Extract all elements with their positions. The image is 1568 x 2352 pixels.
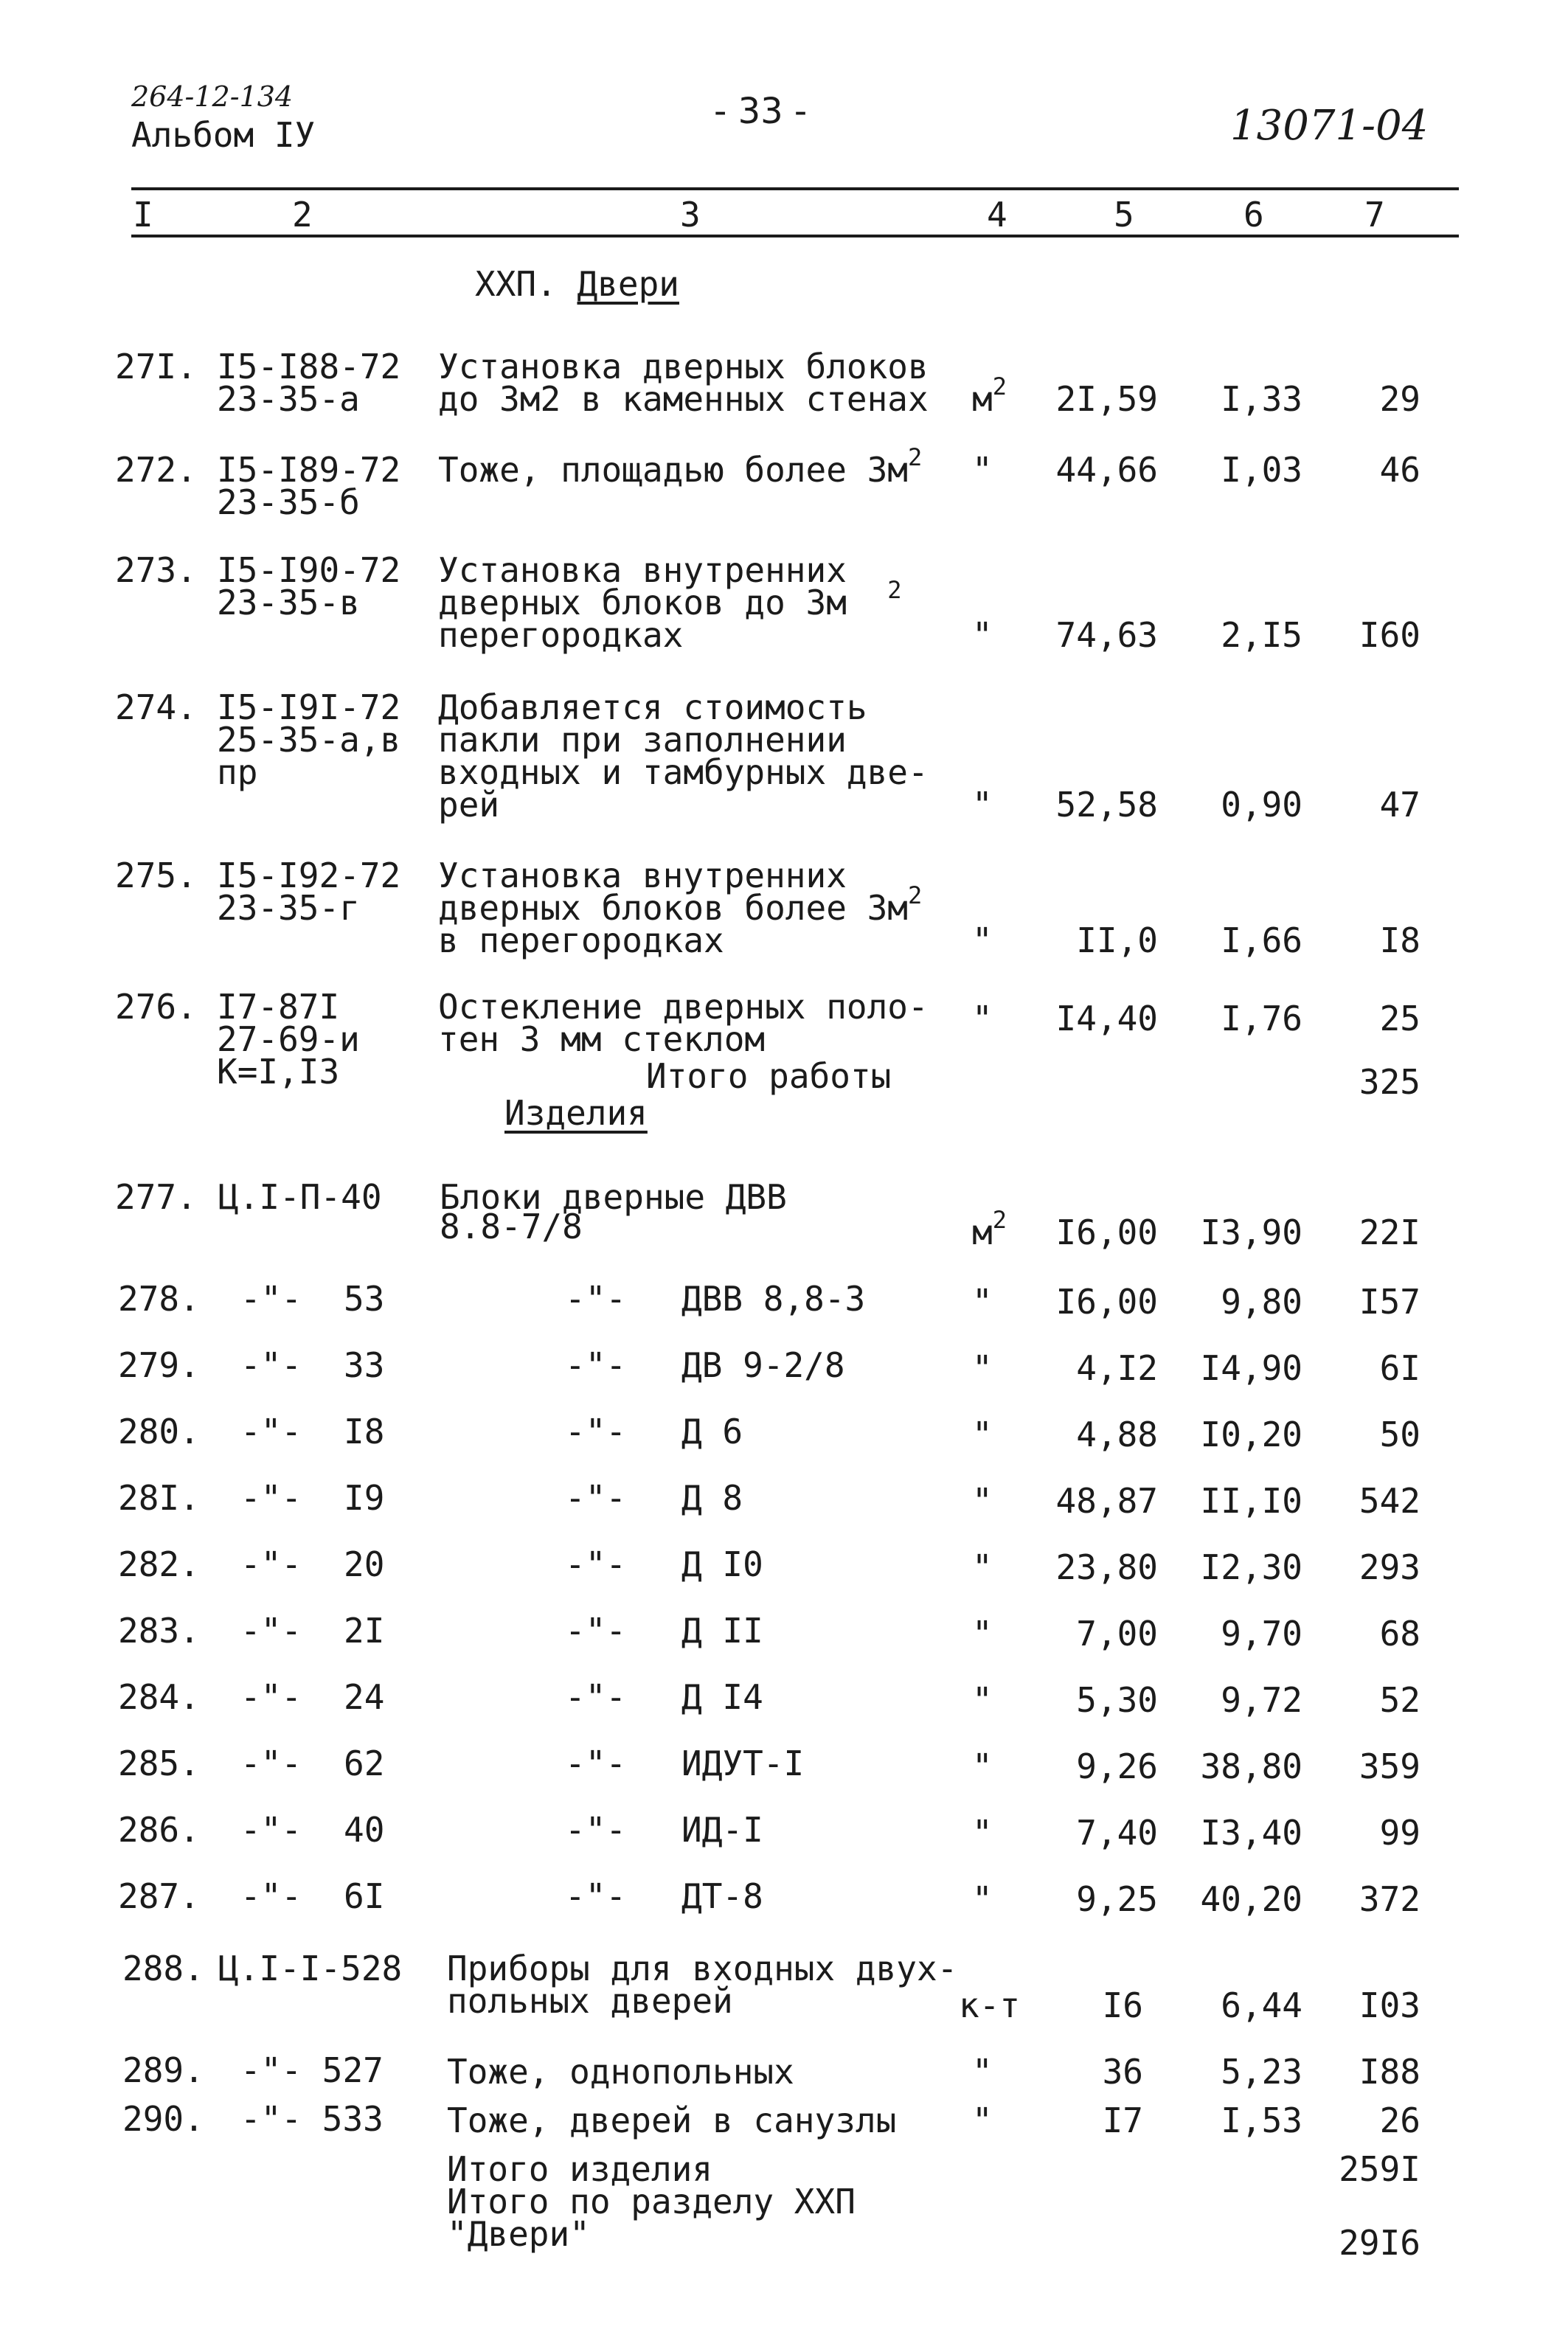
row-total: I88 [1359,2052,1420,2092]
ditto-mark: -"- [565,1478,627,1518]
row-quantity: II,0 [1076,920,1158,960]
row-total: 6I [1379,1348,1420,1388]
row-number: 284. [118,1677,200,1717]
row-total: 293 [1359,1547,1420,1587]
row-quantity: 9,26 [1076,1746,1158,1786]
section-total-label: Итого по разделу ХХП [447,2182,856,2221]
document-number: 13071-04 [1230,102,1429,150]
superscript: 2 [907,881,923,909]
row-unit: " [972,1813,993,1853]
page-number: - 33 - [714,91,808,132]
row-code: I5-I92-72 [217,856,401,895]
row-code: 27-69-и [217,1019,360,1059]
row-code: 24 [344,1677,385,1717]
row-quantity: 2I,59 [1055,379,1158,419]
row-quantity: 4,I2 [1076,1348,1158,1388]
row-code: пр [217,752,258,792]
row-description: польных дверей [447,1981,733,2021]
product-name: Д I0 [681,1544,763,1584]
row-number: 282. [118,1544,200,1584]
row-number: 275. [115,856,197,895]
product-name: ДТ-8 [681,1876,763,1916]
row-code: 25-35-а,в [217,720,401,760]
album-code: 264-12-134 [131,80,294,113]
row-number: 285. [118,1744,200,1783]
row-price: I3,90 [1200,1213,1302,1252]
row-price: I4,90 [1200,1348,1302,1388]
ditto-mark: -"- [240,1279,302,1319]
row-description: Добавляется стоимость [438,687,867,727]
column-header-5: 5 [1114,195,1134,235]
row-quantity: 36 [1102,2052,1143,2092]
product-name: ИДУТ-I [681,1744,805,1783]
ditto-mark: -"- [240,1345,302,1385]
row-total: 26 [1379,2101,1420,2140]
column-header-6: 6 [1243,195,1264,235]
row-code: 2I [344,1611,385,1651]
row-code: Ц.I-П-40 [218,1177,382,1217]
row-total: I8 [1379,920,1420,960]
row-unit: " [972,1680,993,1720]
row-number: 280. [118,1412,200,1451]
row-unit: " [972,2101,993,2140]
row-quantity: 52,58 [1055,785,1158,825]
row-code: 23-35-а [217,379,360,419]
row-quantity: 9,25 [1076,1879,1158,1919]
row-quantity: 23,80 [1055,1547,1158,1587]
row-description: 8.8-7/8 [440,1207,583,1246]
row-number: 28I. [118,1478,200,1518]
row-number: 279. [118,1345,200,1385]
row-number: 286. [118,1810,200,1850]
row-unit: $м^2$ [972,1206,1007,1252]
row-code: I7-87I [217,987,340,1027]
row-quantity: 48,87 [1055,1481,1158,1521]
works-total-label: Итого работы [646,1056,892,1096]
row-price: I,53 [1221,2101,1302,2140]
column-header-1: I [133,195,153,235]
row-unit: " [972,2052,993,2092]
row-code: Ц.I-I-528 [218,1949,403,1988]
ditto-mark: -"- [565,1544,627,1584]
row-price: I,33 [1221,379,1302,419]
row-description: перегородках [438,615,684,655]
row-unit: " [972,1282,993,1322]
row-unit: " [972,1348,993,1388]
row-total: 542 [1359,1481,1420,1521]
row-number: 27I. [115,347,197,386]
product-name: Д II [681,1611,763,1651]
ditto-mark: -"- [565,1412,627,1451]
row-number: 273. [115,550,197,590]
row-code: 53 [344,1279,385,1319]
row-quantity: 7,00 [1076,1614,1158,1654]
row-code: 23-35-б [217,482,360,522]
row-quantity: 5,30 [1076,1680,1158,1720]
works-total-value: 325 [1359,1062,1420,1102]
row-number: 278. [118,1279,200,1319]
superscript: 2 [887,576,902,604]
row-total: 47 [1379,785,1420,825]
row-number: 276. [115,987,197,1027]
row-total: 359 [1359,1746,1420,1786]
row-total: 68 [1379,1614,1420,1654]
row-description: тен 3 мм стеклом [438,1019,766,1059]
top-rule [131,187,1459,190]
row-description: Тоже, площадью более $3м^2$ [438,443,923,490]
row-description: до 3м2 в каменных стенах [438,379,929,419]
row-price: 6,44 [1221,1985,1302,2025]
row-quantity: I6,00 [1055,1213,1158,1252]
row-number: 277. [115,1177,197,1217]
row-total: 52 [1379,1680,1420,1720]
product-name: Д I4 [681,1677,763,1717]
row-unit: " [972,920,993,960]
row-code: 40 [344,1810,385,1850]
row-total: I57 [1359,1282,1420,1322]
row-description: дверных блоков более $3м^2$ [438,881,923,928]
row-total: 29 [1379,379,1420,419]
row-description: в перегородках [438,920,724,960]
column-header-2: 2 [292,195,313,235]
row-total: 372 [1359,1879,1420,1919]
row-price: 40,20 [1200,1879,1302,1919]
row-unit: " [972,1746,993,1786]
row-quantity: 74,63 [1055,615,1158,655]
row-total: 99 [1379,1813,1420,1853]
row-code: 33 [344,1345,385,1385]
ditto-mark: -"- [240,1810,302,1850]
products-total-label: Итого изделия [447,2149,713,2189]
row-quantity: I7 [1102,2101,1143,2140]
row-code: I5-I90-72 [217,550,401,590]
ditto-mark: -"- [565,1345,627,1385]
row-description: рей [438,785,500,825]
section-total-label: "Двери" [447,2214,590,2254]
row-price: I,66 [1221,920,1302,960]
product-name: ДВ 9-2/8 [681,1345,845,1385]
row-code: 23-35-г [217,888,360,928]
row-description: входных и тамбурных две- [438,752,929,792]
row-code: К=I,I3 [217,1052,340,1092]
row-unit: $м^2$ [972,372,1007,419]
row-unit: " [972,450,993,490]
ditto-mark: -"- [240,1544,302,1584]
section-total-value: 29I6 [1339,2223,1420,2263]
row-total: 25 [1379,999,1420,1038]
ditto-mark: -"- [565,1611,627,1651]
product-name: ДВВ 8,8-3 [681,1279,866,1319]
row-price: 0,90 [1221,785,1302,825]
row-total: 50 [1379,1415,1420,1454]
ditto-mark: -"- [240,1677,302,1717]
row-code: I5-I9I-72 [217,687,401,727]
row-description: Блоки дверные ДВВ [440,1177,787,1217]
row-quantity: 7,40 [1076,1813,1158,1853]
row-number: 272. [115,450,197,490]
row-number: 290. [122,2099,204,2139]
row-price: 9,80 [1221,1282,1302,1322]
row-description: дверных блоков до 3м $^2$ [438,576,902,622]
ditto-mark: -"- [240,1744,302,1783]
products-total-value: 259I [1339,2149,1420,2189]
row-unit: " [972,1614,993,1654]
row-price: I,03 [1221,450,1302,490]
row-quantity: 44,66 [1055,450,1158,490]
row-description: Установка внутренних [438,856,847,895]
row-price: I3,40 [1200,1813,1302,1853]
row-description: Тоже, однопольных [447,2052,794,2092]
ditto-mark: -"- [565,1744,627,1783]
column-header-3: 3 [680,195,701,235]
row-price: I,76 [1221,999,1302,1038]
row-unit: " [972,999,993,1038]
ditto-mark: -"- [240,1412,302,1451]
row-number: 274. [115,687,197,727]
product-name: Д 8 [681,1478,743,1518]
row-quantity: I6 [1102,1985,1143,2025]
row-code: I9 [344,1478,385,1518]
section-title: ХХП. Двери [475,264,679,304]
row-total: I03 [1359,1985,1420,2025]
ditto-mark: -"- [240,1478,302,1518]
row-unit: " [972,1879,993,1919]
row-unit: " [972,785,993,825]
row-price: I2,30 [1200,1547,1302,1587]
row-quantity: I4,40 [1055,999,1158,1038]
album-title: Альбом IУ [131,115,316,155]
row-price: 9,70 [1221,1614,1302,1654]
row-unit: " [972,1481,993,1521]
product-name: ИД-I [681,1810,763,1850]
column-header-7: 7 [1364,195,1385,235]
row-code: -"- 527 [240,2050,384,2090]
row-code: -"- 533 [240,2099,384,2139]
row-code: 20 [344,1544,385,1584]
row-description: пакли при заполнении [438,720,847,760]
row-quantity: 4,88 [1076,1415,1158,1454]
superscript: 2 [907,443,923,471]
row-price: 9,72 [1221,1680,1302,1720]
row-price: 5,23 [1221,2052,1302,2092]
row-quantity: I6,00 [1055,1282,1158,1322]
ditto-mark: -"- [565,1876,627,1916]
row-description: Установка дверных блоков [438,347,929,386]
row-unit: " [972,615,993,655]
row-unit: " [972,1547,993,1587]
row-price: 38,80 [1200,1746,1302,1786]
product-name: Д 6 [681,1412,743,1451]
ditto-mark: -"- [565,1810,627,1850]
row-code: 62 [344,1744,385,1783]
row-description: Остекление дверных поло- [438,987,929,1027]
row-number: 288. [122,1949,204,1988]
row-code: 6I [344,1876,385,1916]
column-header-4: 4 [987,195,1007,235]
row-description: Тоже, дверей в санузлы [447,2101,897,2140]
ditto-mark: -"- [240,1611,302,1651]
row-code: I5-I89-72 [217,450,401,490]
row-unit: " [972,1415,993,1454]
header-rule [131,235,1459,237]
row-unit: к-т [959,1985,1021,2025]
products-heading: Изделия [504,1093,648,1133]
row-number: 283. [118,1611,200,1651]
row-total: 46 [1379,450,1420,490]
ditto-mark: -"- [565,1677,627,1717]
row-price: I0,20 [1200,1415,1302,1454]
row-code: I5-I88-72 [217,347,401,386]
ditto-mark: -"- [240,1876,302,1916]
ditto-mark: -"- [565,1279,627,1319]
row-description: Установка внутренних [438,550,847,590]
row-total: 22I [1359,1213,1420,1252]
row-price: II,I0 [1200,1481,1302,1521]
row-code: 23-35-в [217,583,360,622]
row-price: 2,I5 [1221,615,1302,655]
row-description: Приборы для входных двух- [447,1949,958,1988]
row-number: 289. [122,2050,204,2090]
row-number: 287. [118,1876,200,1916]
row-total: I60 [1359,615,1420,655]
row-code: I8 [344,1412,385,1451]
